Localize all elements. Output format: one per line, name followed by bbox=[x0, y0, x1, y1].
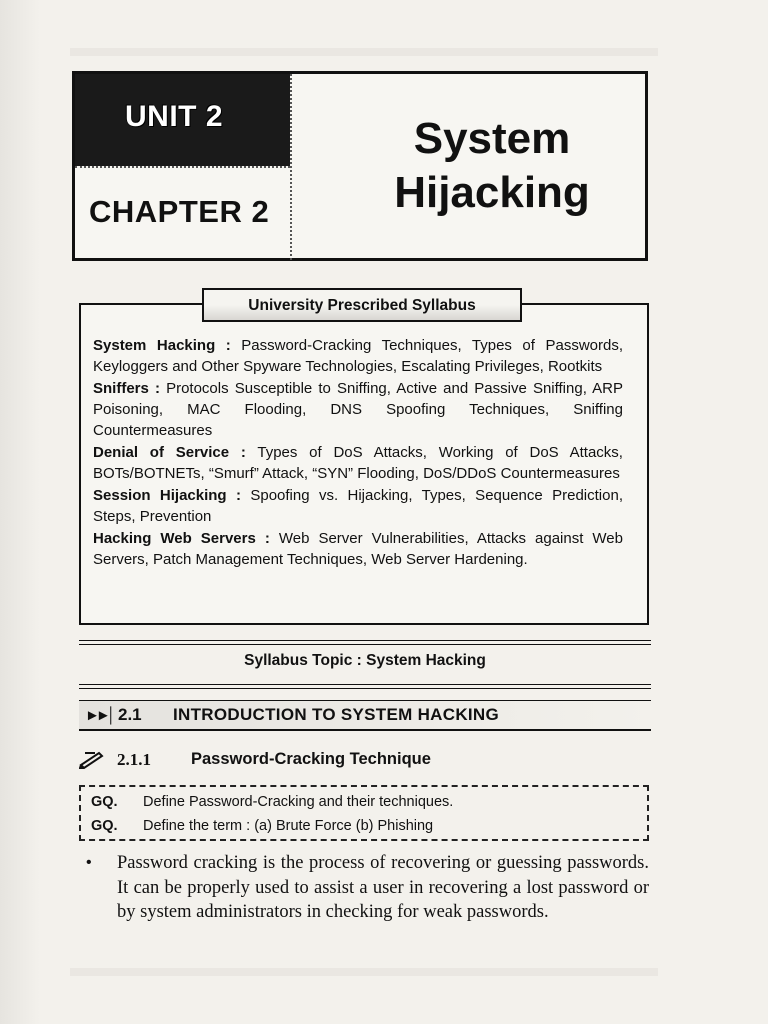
guide-question bbox=[91, 818, 433, 834]
guide-questions-box bbox=[79, 785, 649, 841]
gq-tag: GQ. bbox=[91, 818, 118, 834]
section-number: 2.1 bbox=[118, 705, 142, 724]
syllabus-content bbox=[93, 336, 623, 572]
subsection-title: Password-Cracking Technique bbox=[191, 750, 431, 768]
fast-forward-icon: ►►│ bbox=[85, 707, 113, 724]
subsection-number: 2.1.1 bbox=[117, 750, 151, 769]
rule-line bbox=[79, 644, 651, 645]
chapter-label: CHAPTER 2 bbox=[89, 194, 270, 229]
syllabus-item-text: Web Server Vulnerabilities, Attacks against Web Servers, Patch Management Techniques, Web Server Hardening. bbox=[93, 530, 623, 568]
syllabus-item-heading: Sniffers : bbox=[93, 380, 160, 398]
chapter-title bbox=[367, 112, 617, 220]
syllabus-item bbox=[93, 486, 623, 528]
syllabus-tab: University Prescribed Syllabus bbox=[202, 288, 522, 322]
body-paragraph: Password cracking is the process of recovering or guessing passwords. It can be properly used to assist a user in recovering a lost password or by system administrators in checking for weak passwords. bbox=[117, 853, 649, 922]
bleed-through bbox=[70, 968, 658, 976]
subsection-heading bbox=[79, 749, 639, 773]
syllabus-item bbox=[93, 379, 623, 441]
section-title: INTRODUCTION TO SYSTEM HACKING bbox=[173, 705, 500, 724]
syllabus-item-text: Types of DoS Attacks, Working of DoS Attacks, BOTs/BOTNETs, “Smurf” Attack, “SYN” Flooding, DoS/DDoS Countermeasures bbox=[93, 443, 623, 482]
chapter-title-line: System bbox=[413, 114, 571, 163]
syllabus-item-heading: Session Hijacking : bbox=[93, 487, 241, 505]
syllabus-topic-band bbox=[79, 640, 651, 690]
gq-tag: GQ. bbox=[91, 794, 118, 810]
rule-line bbox=[79, 684, 651, 685]
chapter-title-line: Hijacking bbox=[394, 168, 590, 217]
bleed-through bbox=[70, 48, 658, 56]
pencil-icon bbox=[79, 749, 105, 774]
bullet-icon: • bbox=[86, 854, 92, 871]
rule-line bbox=[79, 688, 651, 689]
syllabus-item bbox=[93, 529, 623, 571]
syllabus-item bbox=[93, 336, 623, 378]
header-divider bbox=[290, 74, 292, 260]
syllabus-topic: Syllabus Topic : System Hacking bbox=[244, 652, 486, 669]
guide-question bbox=[91, 794, 453, 810]
syllabus-item-heading: Denial of Service : bbox=[93, 443, 246, 461]
chapter-header bbox=[72, 71, 648, 261]
unit-block bbox=[75, 74, 290, 166]
unit-label: UNIT 2 bbox=[125, 100, 224, 133]
gq-text: Define Password-Cracking and their techniques. bbox=[143, 794, 454, 810]
syllabus-item-heading: System Hacking : bbox=[93, 337, 231, 354]
syllabus-item-text: Protocols Susceptible to Sniffing, Active and Passive Sniffing, ARP Poisoning, MAC Flooding, DNS Spoofing Techniques, Sniffing Countermeasures bbox=[93, 380, 623, 439]
syllabus-item-heading: Hacking Web Servers : bbox=[93, 530, 270, 548]
header-divider bbox=[75, 166, 290, 168]
syllabus-item-text: Spoofing vs. Hijacking, Types, Sequence Prediction, Steps, Prevention bbox=[93, 487, 623, 525]
page-gutter bbox=[0, 0, 40, 1024]
section-heading bbox=[79, 700, 651, 731]
rule-line bbox=[79, 640, 651, 641]
syllabus-item bbox=[93, 443, 623, 485]
syllabus-item-text: Password-Cracking Techniques, Types of Passwords, Keyloggers and Other Spyware Technologies, Escalating Privileges, Rootkits bbox=[93, 337, 623, 375]
gq-text: Define the term : (a) Brute Force (b) Phishing bbox=[143, 818, 434, 834]
